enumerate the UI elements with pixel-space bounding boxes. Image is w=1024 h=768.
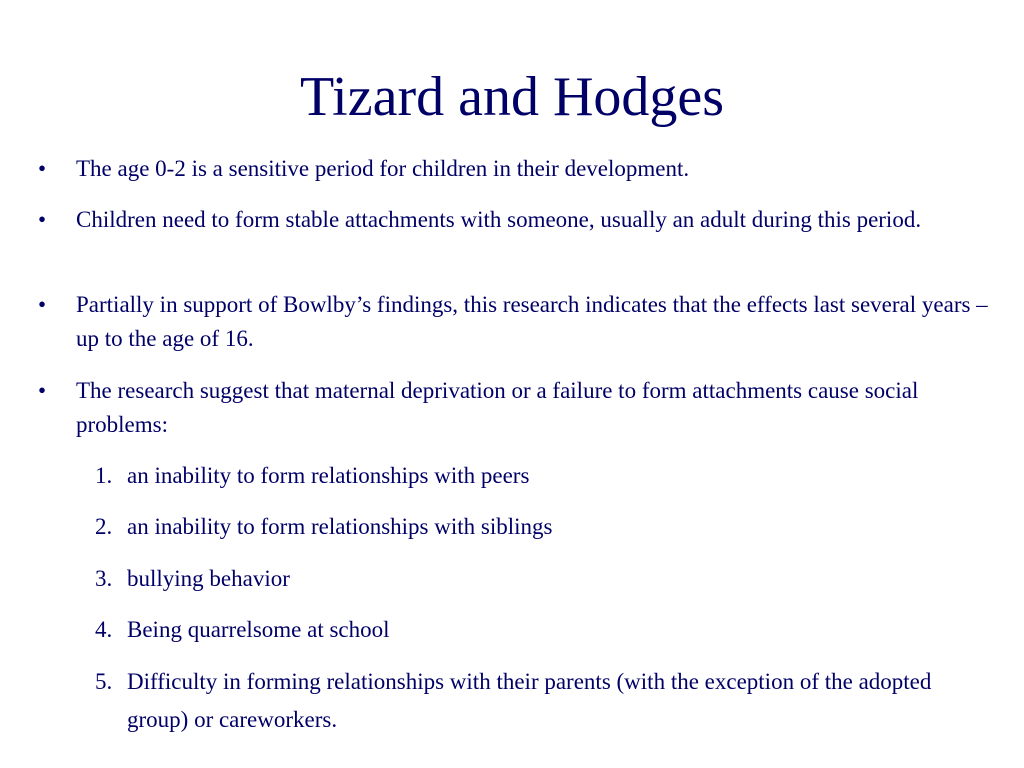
bullet-item — [38, 288, 998, 356]
numbered-item — [95, 560, 995, 598]
bullet-text: The age 0-2 is a sensitive period for children in their development. — [76, 156, 690, 181]
bullet-text: The research suggest that maternal deprivation or a failure to form attachments cause social problems: — [76, 378, 919, 437]
numbered-item — [95, 611, 995, 649]
bullet-marker: • — [38, 292, 47, 317]
bullet-text: Children need to form stable attachments with someone, usually an adult during this period. — [76, 207, 922, 232]
bullet-marker: • — [38, 156, 47, 181]
bullet-marker: • — [38, 378, 47, 403]
numbered-item — [95, 457, 995, 495]
numbered-item — [95, 508, 995, 546]
item-number: 5. — [95, 669, 113, 694]
item-text: an inability to form relationships with siblings — [127, 514, 553, 539]
numbered-item — [95, 663, 995, 739]
item-text: Difficulty in forming relationships with their parents (with the exception of the adopted group) or careworkers. — [127, 669, 932, 732]
item-number: 4. — [95, 617, 113, 642]
bullet-item — [38, 152, 998, 186]
bullet-marker: • — [38, 207, 47, 232]
item-number: 2. — [95, 514, 113, 539]
bullet-text: Partially in support of Bowlby’s findings, this research indicates that the effects last several years – up to the age of 16. — [76, 292, 988, 351]
slide-title: Tizard and Hodges — [299, 66, 725, 128]
item-text: Being quarrelsome at school — [127, 617, 390, 642]
bullet-item — [38, 374, 998, 442]
item-number: 3. — [95, 566, 113, 591]
item-number: 1. — [95, 463, 113, 488]
item-text: bullying behavior — [127, 566, 290, 591]
item-text: an inability to form relationships with peers — [127, 463, 530, 488]
bullet-item — [38, 203, 998, 237]
